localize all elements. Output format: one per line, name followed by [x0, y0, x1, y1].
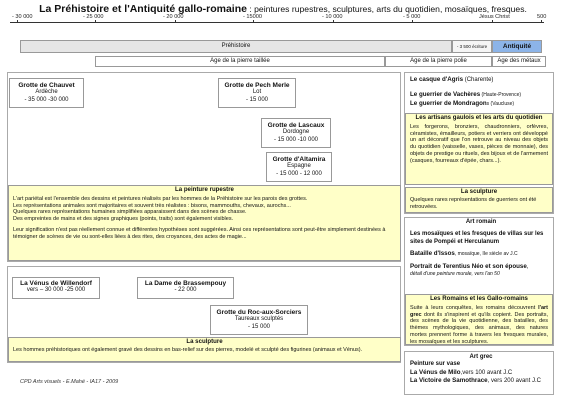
- vacheres-place: (Haute-Provence): [480, 92, 522, 99]
- venus-milo-title: La Vénus de Milo: [410, 368, 461, 376]
- altamira-place: Espagne: [287, 163, 311, 170]
- gallic-sculpture-desc: Quelques rares représentations de guerriers ont été retrouvées.: [410, 196, 537, 210]
- rock-painting-p2: Les représentations animales sont majoritaires et souvent très réalistes : bisons, mammouths, chevaux, aurochs...: [13, 202, 291, 209]
- chauvet-date: - 35 000 -30 000: [24, 96, 69, 103]
- tick-mark: [492, 20, 493, 23]
- roman-works: [410, 219, 552, 278]
- chauvet-name: Grotte de Chauvet: [18, 82, 75, 89]
- terentius-sep: ,: [526, 263, 529, 270]
- mondragon-place: s (Vaucluse): [486, 100, 515, 107]
- band-antiquite: Antiquité: [492, 40, 542, 53]
- tick-label: Jésus Christ: [479, 14, 510, 20]
- band-ecriture: - 3 500 écriture: [452, 40, 492, 53]
- tick-mark: [541, 20, 542, 23]
- vase-painting: Peinture sur vase: [410, 361, 461, 368]
- band-metaux: Age des métaux: [492, 56, 546, 67]
- roman-heading: Art romain: [465, 219, 497, 225]
- band-pierre-polie: Age de la pierre polie: [385, 56, 492, 67]
- sculpture-heading: La sculpture: [186, 338, 223, 345]
- terentius-detail: détail d'une peinture murale, vers l'an 50: [410, 271, 500, 278]
- gallic-sculpture-heading: La sculpture: [460, 188, 498, 195]
- card-pech-merle: [218, 78, 296, 108]
- card-brassempouy: [137, 277, 234, 299]
- greek-works: [410, 354, 552, 386]
- tick-label: 500: [537, 14, 547, 20]
- chauvet-place: Ardèche: [35, 89, 58, 96]
- rock-painting-p5: Leur signification n'est pas réellement connue et différentes hypothèses sont suggérées. Ainsi ces représentations sont peut-être simplement destinées à témoigner de scènes de vie ou sont-elles liées à des rites, des croyances, des actes de magie...: [13, 226, 386, 240]
- vacheres-title: Le guerrier de Vachères: [410, 91, 481, 99]
- brassempouy-date: - 22 000: [174, 287, 197, 294]
- lascaux-name: Grotte de Lascaux: [267, 122, 325, 129]
- lascaux-date: - 15 000 -10 000: [273, 136, 319, 143]
- samothrace-date: , vers 200 avant J.C: [487, 378, 541, 385]
- tick-label: - 30 000: [12, 14, 33, 20]
- card-willendorf: [12, 277, 100, 299]
- footer-credit: CPD Arts visuels - E.Mahé - IA17 - 2009: [20, 379, 119, 385]
- tick-label: - 20 000: [163, 14, 184, 20]
- card-chauvet: [9, 78, 84, 108]
- title-main: La Préhistoire et l'Antiquité gallo-romaine: [39, 3, 247, 15]
- timeline-axis: [10, 22, 544, 23]
- tick-label: - 5 000: [403, 14, 421, 20]
- issos-title: Bataille d'Issos: [410, 250, 455, 258]
- willendorf-name: La Vénus de Willendorf: [20, 280, 92, 287]
- title-sub: : peintures rupestres, sculptures, arts du quotidien, mosaïques, fresques.: [246, 4, 527, 14]
- tick-mark: [412, 20, 413, 23]
- agris-place: (Charente): [463, 77, 494, 83]
- brassempouy-name: La Dame de Brassempouy: [144, 280, 227, 287]
- roc-subject: Taureaux sculptés: [234, 316, 284, 323]
- romans-desc-1: Suite à leurs conquêtes, les romains découvrent: [410, 304, 539, 311]
- tick-mark: [333, 20, 334, 23]
- rock-painting-heading: La peinture rupestre: [175, 186, 234, 193]
- mondragon-title: Le guerrier de Mondragon: [410, 99, 487, 107]
- terentius-title: Portrait de Terentius Néo et son épouse: [410, 262, 527, 270]
- pech-merle-name: Grotte de Pech Merle: [224, 82, 290, 89]
- rock-painting-p4: Des empreintes de mains et des signes graphiques (points, traits) sont également visibles.: [13, 216, 234, 223]
- romans-desc-2: dont ils s'inspirent et qu'ils copient. Des portraits, des scènes de la vie quotidienne, des batailles, des thèmes mythologiques, des animaux, des natures mortes prennent forme à travers les fresques murales, les mosaïques et les sculptures.: [410, 311, 548, 345]
- altamira-name: Grotte d'Altamira: [272, 156, 326, 163]
- roc-name: Grotte du Roc-aux-Sorciers: [216, 309, 302, 316]
- card-altamira: [266, 152, 332, 182]
- romans-heading: Les Romains et les Gallo-romains: [430, 295, 528, 302]
- lascaux-place: Dordogne: [282, 129, 310, 136]
- card-lascaux: [261, 118, 331, 148]
- band-pierre-taillee: Age de la pierre taillée: [95, 56, 385, 67]
- artisans-desc: Les forgerons, bronziers, chaudronniers, orfèvres, céramistes, émailleurs, potiers et verriers ont développé un art décoratif que l'on retrouve au niveau des objets du quotidien (vaisselle, vases, pièces de monnaie), des objets de prestige ou rituels, des bijoux et de l'armement (casques, fourreaux d'épée, chars...).: [410, 123, 548, 164]
- altamira-date: - 15 000 - 12 000: [276, 170, 322, 177]
- rock-painting-p1: L'art pariétal est l'ensemble des dessins et peintures réalisés par les hommes de la Préhistoire sur les parois des grottes.: [13, 195, 308, 202]
- rock-painting-text: [8, 185, 401, 261]
- tick-mark: [175, 20, 176, 23]
- greek-heading: Art grec: [469, 354, 493, 360]
- agris-title: Le casque d'Agris: [410, 76, 464, 83]
- issos-detail: , mosaïque, IIe siècle av J.C: [454, 251, 518, 258]
- venus-milo-date: ,vers 100 avant J.C: [460, 369, 513, 376]
- pech-merle-place: Lot: [252, 89, 262, 96]
- tick-mark: [95, 20, 96, 23]
- gallic-works: [410, 76, 552, 108]
- pech-merle-date: - 15 000: [245, 96, 269, 103]
- tick-mark: [253, 20, 254, 23]
- sculpture-text: [8, 337, 401, 362]
- rock-painting-p3: Quelques rares représentations humaines simplifiées apparaissent dans des scènes de chasse.: [13, 209, 247, 216]
- artisans-heading: Les artisans gaulois et les arts du quotidien: [415, 114, 543, 121]
- romans-greek-art: l'art grec: [410, 304, 548, 318]
- mosaics-title: Les mosaïques et les fresques de villas sur les sites de Pompéi et Herculanum: [410, 231, 544, 245]
- tick-label: - 15000: [243, 14, 262, 20]
- band-prehistoire: Préhistoire: [20, 40, 452, 53]
- willendorf-date: vers – 30 000 -25 000: [26, 287, 86, 294]
- tick-label: - 10 000: [322, 14, 343, 20]
- romans-text: [405, 294, 553, 345]
- roc-date: - 15 000: [247, 323, 271, 330]
- card-roc-aux-sorciers: [210, 305, 308, 335]
- sculpture-desc: Les hommes préhistoriques ont également gravé des dessins en bas-relief sur des pierres, modelé et sculpté des figurines (animaux et Vénus).: [13, 346, 363, 353]
- gallic-sculpture-text: [405, 187, 553, 213]
- tick-mark: [17, 20, 18, 23]
- samothrace-title: La Victoire de Samothrace: [410, 377, 488, 385]
- tick-label: - 25 000: [83, 14, 104, 20]
- artisans-text: [405, 113, 553, 185]
